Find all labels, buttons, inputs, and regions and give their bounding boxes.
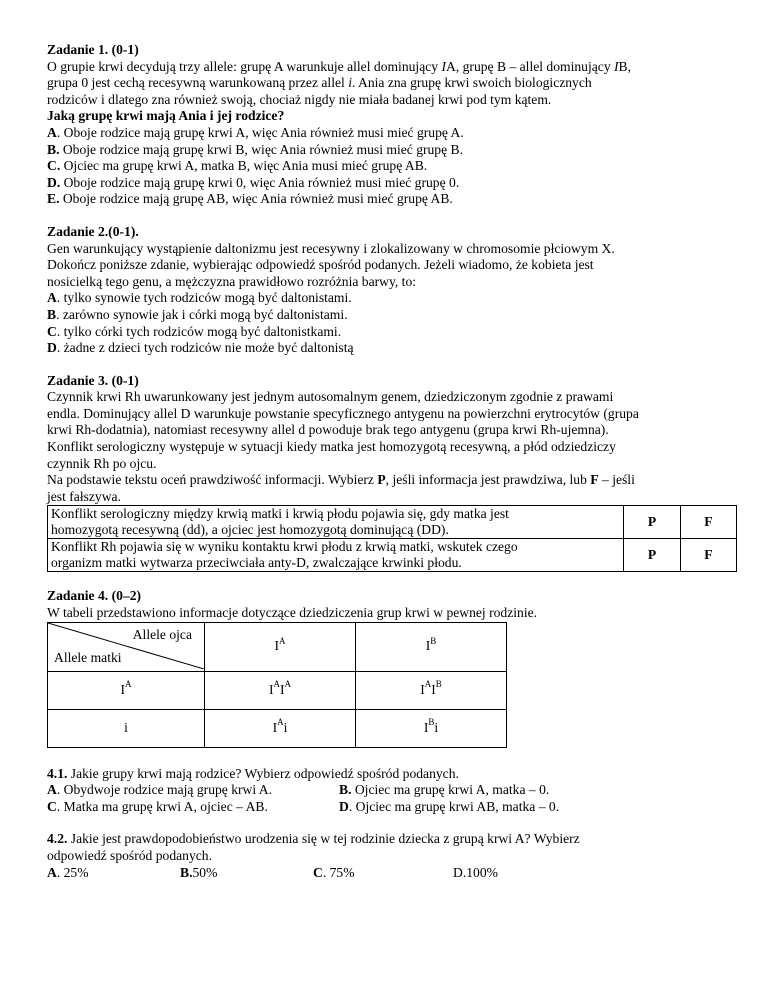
mother-allele-header: i <box>48 709 205 747</box>
task-1-option-c[interactable]: C. Ojciec ma grupę krwi A, matka B, więc Ania musi mieć grupę AB. <box>47 158 428 174</box>
task-2-text-line-3: nosicielką tego genu, a mężczyzna prawidłowo rozróżnia barwy, to: <box>47 273 417 289</box>
table-row <box>48 506 737 539</box>
table-row <box>48 709 507 747</box>
task-3-text-line-2: endla. Dominujący allel D warunkuje powstanie specyficznego antygenu na powierzchni erytrocytów (grupa <box>47 405 639 421</box>
q41-option-c[interactable]: C. Matka ma grupę krwi A, ojciec – AB. <box>47 798 268 814</box>
options-row <box>47 799 737 816</box>
task-4 <box>47 588 737 881</box>
father-allele-header: $I^A$ <box>205 622 356 671</box>
task-1-option-b[interactable]: B. Oboje rodzice mają grupę krwi B, więc Ania również musi mieć grupę B. <box>47 141 464 157</box>
task-2-option-b[interactable]: B. zarówno synowie jak i córki mogą być daltonistami. <box>47 306 348 322</box>
question-4-1 <box>47 766 737 816</box>
q42-option-c[interactable]: C. 75% <box>313 864 355 880</box>
corner-father-label: Allele ojca <box>132 626 192 642</box>
q41-option-b[interactable]: B. Ojciec ma grupę krwi A, matka – 0. <box>339 782 550 798</box>
task-2-option-c[interactable]: C. tylko córki tych rodziców mogą być daltonistkami. <box>47 323 342 339</box>
father-allele-header: $I^B$ <box>356 622 507 671</box>
table-row <box>48 671 507 709</box>
question-4-1-text: 4.1. Jakie grupy krwi mają rodzice? Wybierz odpowiedź spośród podanych. <box>47 765 459 781</box>
task-2-title: Zadanie 2.(0-1). <box>47 223 139 239</box>
task-2-text-line-1: Gen warunkujący wystąpienie daltonizmu jest recesywny i zlokalizowany w chromosomie płciowym X. <box>47 240 615 256</box>
task-2-option-d[interactable]: D. żadne z dzieci tych rodziców nie może być daltonistą <box>47 340 354 356</box>
task-2-option-a[interactable]: A. tylko synowie tych rodziców mogą być daltonistami. <box>47 290 352 306</box>
task-3-text-line-1: Czynnik krwi Rh uwarunkowany jest jednym autosomalnym genem, dziedziczonym zgodnie z prawami <box>47 389 614 405</box>
genotype-cell: $I^AI^B$ <box>356 671 507 709</box>
q42-option-a[interactable]: A. 25% <box>47 864 89 880</box>
task-3-text-line-5: czynnik Rh po ojcu. <box>47 455 157 471</box>
task-4-title: Zadanie 4. (0–2) <box>47 588 142 604</box>
q41-option-d[interactable]: D. Ojciec ma grupę krwi AB, matka – 0. <box>339 798 560 814</box>
task-1-title: Zadanie 1. (0-1) <box>47 42 139 57</box>
q42-option-d[interactable]: D.100% <box>453 864 498 880</box>
table-row <box>48 539 737 572</box>
table-row <box>48 622 507 671</box>
statement-cell: Konflikt Rh pojawia się w wyniku kontaktu krwi płodu z krwią matki, wskutek czego organizm matki wytwarza przeciwciała anty-D, zwalczające krwinki płodu. <box>48 539 624 572</box>
genotype-cell: $I^Bi$ <box>356 709 507 747</box>
task-3-instruction-line-2: jest fałszywa. <box>47 488 121 504</box>
task-1-option-a[interactable]: A. Oboje rodzice mają grupę krwi A, więc Ania również musi mieć grupę A. <box>47 124 464 140</box>
corner-mother-label: Allele matki <box>54 650 122 666</box>
options-row <box>47 782 737 799</box>
question-4-2 <box>47 831 737 881</box>
task-3-instruction: Na podstawie tekstu oceń prawdziwość informacji. Wybierz P, jeśli informacja jest prawdziwa, lub F – jeśli <box>47 472 635 488</box>
task-1-option-e[interactable]: E. Oboje rodzice mają grupę AB, więc Ania również musi mieć grupę AB. <box>47 191 453 207</box>
true-option[interactable]: P <box>624 506 680 539</box>
genotype-table <box>47 622 507 748</box>
true-option[interactable]: P <box>624 539 680 572</box>
false-option[interactable]: F <box>680 506 736 539</box>
task-1 <box>47 42 737 208</box>
task-3 <box>47 373 737 573</box>
task-3-title: Zadanie 3. (0-1) <box>47 372 139 388</box>
corner-cell <box>48 622 205 671</box>
statement-cell: Konflikt serologiczny między krwią matki i krwią płodu pojawia się, gdy matka jest homozygotą recesywną (dd), a ojciec jest homozygotą dominującą (DD). <box>48 506 624 539</box>
task-2 <box>47 224 737 357</box>
task-1-intro-line-3: rodziców i dlatego zna również swoją, chociaż nigdy nie miała badanej krwi pod tym kątem. <box>47 91 552 107</box>
task-4-intro: W tabeli przedstawiono informacje dotyczące dziedziczenia grup krwi w pewnej rodzinie. <box>47 605 538 621</box>
genotype-cell: $I^Ai$ <box>205 709 356 747</box>
genotype-cell: $I^AI^A$ <box>205 671 356 709</box>
task-3-text-line-3: krwi Rh-dodatnia), natomiast recesywny allel d powoduje brak tego antygenu (grupa krwi Rh-ujemna). <box>47 422 609 438</box>
mother-allele-header: $I^A$ <box>48 671 205 709</box>
false-option[interactable]: F <box>680 539 736 572</box>
task-1-intro-line-2: grupa 0 jest cechą recesywną warunkowaną przez allel i. Ania zna grupę krwi swoich biologicznych <box>47 75 592 91</box>
options-row <box>47 865 737 882</box>
task-3-text-line-4: Konflikt serologiczny występuje w sytuacji kiedy matka jest homozygotą recesywną, a płód odziedziczy <box>47 439 616 455</box>
task-1-question: Jaką grupę krwi mają Ania i jej rodzice? <box>47 108 285 124</box>
task-1-intro-line-1: O grupie krwi decydują trzy allele: grupę A warunkuje allel dominujący IA, grupę B – allel dominujący IB, <box>47 58 632 74</box>
question-4-2-text: 4.2. Jakie jest prawdopodobieństwo urodzenia się w tej rodzinie dziecka z grupą krwi A? Wybierz <box>47 831 580 847</box>
task-2-text-line-2: Dokończ poniższe zdanie, wybierając odpowiedź spośród podanych. Jeżeli wiadomo, że kobieta jest <box>47 257 594 273</box>
task-1-option-d[interactable]: D. Oboje rodzice mają grupę krwi 0, więc Ania również musi mieć grupę 0. <box>47 174 460 190</box>
document-page <box>47 42 737 897</box>
q41-option-a[interactable]: A. Obydwoje rodzice mają grupę krwi A. <box>47 782 272 798</box>
q42-option-b[interactable]: B.50% <box>180 864 218 880</box>
question-4-2-text-line-2: odpowiedź spośród podanych. <box>47 848 212 863</box>
true-false-table <box>47 505 737 572</box>
